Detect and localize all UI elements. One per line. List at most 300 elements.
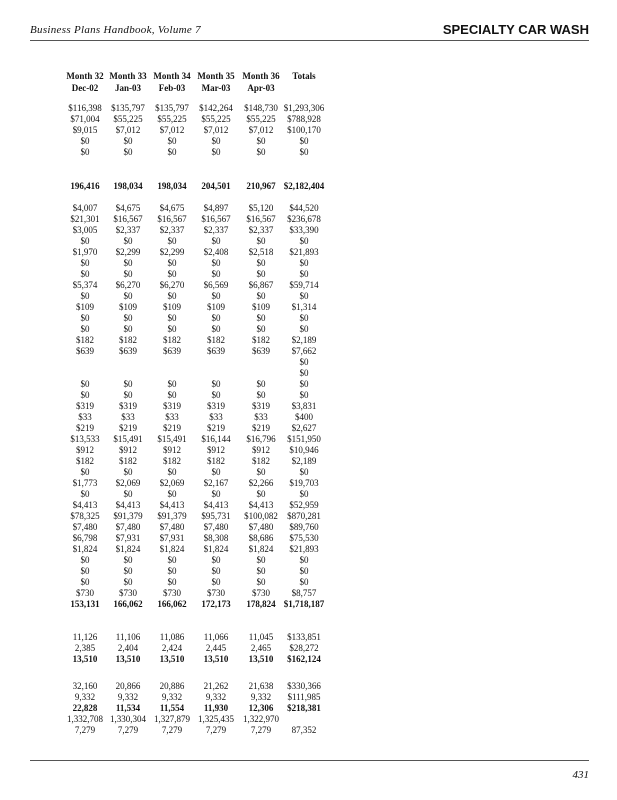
table-cell: $0 [299, 258, 309, 268]
table-cell: 196,416 [70, 181, 100, 191]
table-cell: $912 [207, 445, 225, 455]
table-cell: $16,567 [157, 214, 187, 224]
table-cell: $400 [295, 412, 313, 422]
table-cell: $7,480 [203, 522, 229, 532]
table-cell: 2,445 [205, 643, 227, 653]
column-header [147, 70, 197, 94]
column-header [279, 70, 329, 82]
table-cell: $162,124 [287, 654, 321, 664]
table-cell: 21,638 [248, 681, 274, 691]
table-cell: $0 [256, 258, 266, 268]
table-cell: $0 [80, 379, 90, 389]
table-total-row [0, 703, 617, 714]
table-cell: $4,675 [159, 203, 185, 213]
table-cell: 2,385 [74, 643, 96, 653]
table-cell: $182 [119, 335, 137, 345]
table-cell: $111,985 [287, 692, 321, 702]
table-cell: $0 [299, 577, 309, 587]
table-cell: 9,332 [161, 692, 183, 702]
table-cell: $2,627 [291, 423, 317, 433]
table-cell: $0 [80, 555, 90, 565]
table-cell: $1,314 [291, 302, 317, 312]
table-cell: $639 [119, 346, 137, 356]
table-cell: $3,831 [291, 401, 317, 411]
table-cell: $0 [123, 236, 133, 246]
table-cell: $219 [207, 423, 225, 433]
table-cell: $0 [167, 390, 177, 400]
table-row [0, 714, 617, 725]
table-cell: $7,012 [115, 125, 141, 135]
table-cell: $0 [256, 467, 266, 477]
table-cell: 13,510 [159, 654, 185, 664]
book-title: Business Plans Handbook, Volume 7 [30, 24, 201, 36]
table-row [0, 489, 617, 500]
table-cell: $0 [299, 368, 309, 378]
table-cell: $182 [163, 335, 181, 345]
table-row [0, 725, 617, 736]
table-cell: $0 [123, 577, 133, 587]
table-total-row [0, 599, 617, 610]
table-cell: $4,413 [115, 500, 141, 510]
table-cell: $16,567 [113, 214, 143, 224]
table-cell: $28,272 [289, 643, 319, 653]
table-cell: $0 [123, 136, 133, 146]
table-cell: 153,131 [70, 599, 100, 609]
table-cell: $0 [299, 357, 309, 367]
table-cell: $0 [256, 379, 266, 389]
table-cell: 9,332 [74, 692, 96, 702]
table-cell: $0 [123, 390, 133, 400]
table-cell: $0 [211, 258, 221, 268]
table-cell: $0 [80, 147, 90, 157]
table-cell: 1,332,708 [67, 714, 103, 724]
table-row [0, 258, 617, 269]
table-total-row [0, 654, 617, 665]
table-cell: $0 [167, 313, 177, 323]
column-header-label: Month 32 [66, 71, 104, 81]
table-cell: 13,510 [248, 654, 274, 664]
table-cell: $91,379 [157, 511, 187, 521]
table-cell: $219 [76, 423, 94, 433]
table-cell: $0 [211, 147, 221, 157]
table-cell: $639 [163, 346, 181, 356]
table-cell: $4,413 [72, 500, 98, 510]
table-cell: $133,851 [287, 632, 321, 642]
table-cell: $4,413 [159, 500, 185, 510]
table-row [0, 357, 617, 368]
column-header-period: Dec-02 [71, 83, 99, 93]
table-cell: $730 [119, 588, 137, 598]
table-row [0, 324, 617, 335]
column-header-period: Mar-03 [201, 83, 231, 93]
table-cell: $0 [299, 390, 309, 400]
column-header-label: Month 35 [197, 71, 235, 81]
table-cell: $2,167 [203, 478, 229, 488]
table-row [0, 478, 617, 489]
table-cell: $6,867 [248, 280, 274, 290]
table-cell: $1,824 [115, 544, 141, 554]
table-cell: $33 [254, 412, 268, 422]
table-row [0, 692, 617, 703]
table-row [0, 225, 617, 236]
column-header-period: Apr-03 [247, 83, 275, 93]
table-cell: $182 [252, 456, 270, 466]
table-row [0, 203, 617, 214]
table-cell: $218,381 [287, 703, 321, 713]
table-cell: $19,703 [289, 478, 319, 488]
table-cell: $0 [211, 489, 221, 499]
table-row [0, 401, 617, 412]
table-cell: $0 [80, 324, 90, 334]
table-cell: $0 [123, 291, 133, 301]
table-cell: $0 [123, 566, 133, 576]
table-row [0, 500, 617, 511]
table-cell: $0 [167, 269, 177, 279]
table-cell: $182 [207, 456, 225, 466]
table-cell: $0 [80, 566, 90, 576]
table-cell: $319 [119, 401, 137, 411]
table-cell: $5,374 [72, 280, 98, 290]
table-cell: $0 [256, 566, 266, 576]
column-header [191, 70, 241, 94]
table-cell: $2,337 [248, 225, 274, 235]
table-cell: $1,824 [248, 544, 274, 554]
table-cell: $0 [167, 291, 177, 301]
table-cell: $8,757 [291, 588, 317, 598]
table-row [0, 214, 617, 225]
table-cell: $55,225 [201, 114, 231, 124]
table-row [0, 577, 617, 588]
table-cell: 7,279 [74, 725, 96, 735]
table-cell: $0 [299, 467, 309, 477]
table-row [0, 103, 617, 114]
table-cell: $142,264 [199, 103, 233, 113]
table-cell: $219 [163, 423, 181, 433]
table-cell: 9,332 [205, 692, 227, 702]
table-row [0, 456, 617, 467]
table-cell: $639 [207, 346, 225, 356]
table-cell: $2,408 [203, 247, 229, 257]
table-cell: 166,062 [157, 599, 187, 609]
table-row [0, 247, 617, 258]
table-cell: $4,897 [203, 203, 229, 213]
table-cell: $7,931 [115, 533, 141, 543]
table-cell: $33 [165, 412, 179, 422]
table-cell: $0 [80, 313, 90, 323]
table-cell: $182 [119, 456, 137, 466]
table-cell: 87,352 [291, 725, 317, 735]
table-row [0, 423, 617, 434]
table-cell: $0 [80, 236, 90, 246]
table-cell: 13,510 [203, 654, 229, 664]
table-cell: $0 [167, 258, 177, 268]
table-cell: $109 [76, 302, 94, 312]
column-header-label: Month 36 [242, 71, 280, 81]
table-cell: $16,567 [201, 214, 231, 224]
table-cell: 1,330,304 [110, 714, 146, 724]
table-cell: 1,322,970 [243, 714, 279, 724]
table-cell: $15,491 [113, 434, 143, 444]
table-cell: $116,398 [68, 103, 102, 113]
table-row [0, 136, 617, 147]
table-cell: $95,731 [201, 511, 231, 521]
table-row [0, 522, 617, 533]
page-number: 431 [572, 769, 589, 781]
table-cell: $236,678 [287, 214, 321, 224]
column-header [103, 70, 153, 94]
table-cell: $0 [123, 555, 133, 565]
table-cell: $55,225 [246, 114, 276, 124]
table-cell: $0 [211, 236, 221, 246]
table-cell: $7,012 [159, 125, 185, 135]
table-cell: $912 [252, 445, 270, 455]
table-cell: $151,950 [287, 434, 321, 444]
table-cell: 11,126 [72, 632, 98, 642]
column-header-label: Month 33 [109, 71, 147, 81]
table-cell: $6,798 [72, 533, 98, 543]
table-cell: $2,266 [248, 478, 274, 488]
table-cell: $15,491 [157, 434, 187, 444]
table-cell: $730 [163, 588, 181, 598]
table-cell: $0 [256, 291, 266, 301]
table-cell: $912 [119, 445, 137, 455]
table-cell: $109 [207, 302, 225, 312]
table-cell: $16,796 [246, 434, 276, 444]
table-cell: $1,824 [72, 544, 98, 554]
table-cell: $0 [211, 566, 221, 576]
table-cell: $0 [211, 291, 221, 301]
table-cell: $0 [167, 324, 177, 334]
table-row [0, 114, 617, 125]
table-row [0, 302, 617, 313]
table-cell: $0 [167, 555, 177, 565]
table-cell: $0 [211, 577, 221, 587]
column-header-period: Feb-03 [158, 83, 186, 93]
table-cell: $0 [80, 390, 90, 400]
table-cell: $219 [119, 423, 137, 433]
table-cell: $788,928 [287, 114, 321, 124]
table-row [0, 434, 617, 445]
table-cell: $0 [256, 390, 266, 400]
table-cell: $33 [78, 412, 92, 422]
table-cell: $0 [211, 136, 221, 146]
table-cell: 21,262 [203, 681, 229, 691]
table-cell: $55,225 [113, 114, 143, 124]
table-cell: $78,325 [70, 511, 100, 521]
table-cell: $33,390 [289, 225, 319, 235]
table-cell: $2,182,404 [283, 181, 325, 191]
table-cell: $4,675 [115, 203, 141, 213]
table-cell: $71,004 [70, 114, 100, 124]
table-cell: $8,686 [248, 533, 274, 543]
table-cell: $0 [167, 489, 177, 499]
table-cell: $912 [163, 445, 181, 455]
table-cell: $1,293,306 [283, 103, 325, 113]
table-cell: $0 [299, 269, 309, 279]
table-cell: 172,173 [201, 599, 231, 609]
table-cell: $0 [80, 291, 90, 301]
table-cell: $0 [256, 147, 266, 157]
table-cell: 198,034 [113, 181, 143, 191]
table-cell: $2,069 [115, 478, 141, 488]
table-cell: $16,567 [246, 214, 276, 224]
table-cell: 20,886 [159, 681, 185, 691]
table-cell: $1,773 [72, 478, 98, 488]
table-cell: $59,714 [289, 280, 319, 290]
column-header-label: Month 34 [153, 71, 191, 81]
table-row [0, 544, 617, 555]
table-row [0, 379, 617, 390]
table-cell: $0 [211, 390, 221, 400]
table-cell: 204,501 [201, 181, 231, 191]
table-cell: $55,225 [157, 114, 187, 124]
table-row [0, 335, 617, 346]
table-cell: $0 [80, 136, 90, 146]
table-cell: $0 [80, 467, 90, 477]
table-cell: $7,012 [248, 125, 274, 135]
table-cell: $730 [252, 588, 270, 598]
table-cell: $319 [252, 401, 270, 411]
table-cell: $21,301 [70, 214, 100, 224]
table-cell: $75,530 [289, 533, 319, 543]
table-cell: $21,893 [289, 544, 319, 554]
table-cell: 11,045 [248, 632, 274, 642]
table-row [0, 555, 617, 566]
table-cell: 210,967 [246, 181, 276, 191]
table-cell: $0 [256, 489, 266, 499]
table-cell: 13,510 [115, 654, 141, 664]
table-cell: $6,270 [115, 280, 141, 290]
table-cell: $0 [211, 467, 221, 477]
table-row [0, 269, 617, 280]
table-cell: 178,824 [246, 599, 276, 609]
table-cell: 11,534 [115, 703, 141, 713]
table-cell: $21,893 [289, 247, 319, 257]
table-cell: $0 [256, 555, 266, 565]
table-cell: 1,325,435 [198, 714, 234, 724]
table-cell: $0 [211, 313, 221, 323]
table-cell: $2,189 [291, 456, 317, 466]
table-cell: $0 [256, 313, 266, 323]
table-cell: $16,144 [201, 434, 231, 444]
table-cell: 198,034 [157, 181, 187, 191]
table-row [0, 511, 617, 522]
table-row [0, 236, 617, 247]
table-cell: 166,062 [113, 599, 143, 609]
table-row [0, 147, 617, 158]
table-row [0, 445, 617, 456]
table-cell: $3,005 [72, 225, 98, 235]
table-cell: $182 [76, 335, 94, 345]
table-cell: 7,279 [161, 725, 183, 735]
table-cell: $0 [80, 258, 90, 268]
table-cell: $182 [252, 335, 270, 345]
table-cell: $109 [163, 302, 181, 312]
table-cell: 11,066 [203, 632, 229, 642]
table-cell: $1,824 [159, 544, 185, 554]
table-cell: $7,480 [248, 522, 274, 532]
table-cell: $0 [211, 555, 221, 565]
table-cell: $0 [256, 236, 266, 246]
table-cell: $7,662 [291, 346, 317, 356]
table-cell: $730 [76, 588, 94, 598]
table-cell: $91,379 [113, 511, 143, 521]
table-row [0, 643, 617, 654]
table-cell: $0 [123, 379, 133, 389]
table-cell: $7,012 [203, 125, 229, 135]
table-cell: $2,299 [115, 247, 141, 257]
column-header-period: Jan-03 [114, 83, 141, 93]
table-cell: $0 [256, 269, 266, 279]
table-row [0, 412, 617, 423]
table-cell: $0 [167, 147, 177, 157]
table-cell: $10,946 [289, 445, 319, 455]
table-cell: 12,306 [248, 703, 274, 713]
table-row [0, 681, 617, 692]
table-cell: $0 [211, 269, 221, 279]
table-cell: $6,569 [203, 280, 229, 290]
table-cell: $0 [299, 555, 309, 565]
table-cell: $219 [252, 423, 270, 433]
table-cell: $4,007 [72, 203, 98, 213]
table-cell: $182 [76, 456, 94, 466]
table-cell: $0 [80, 269, 90, 279]
table-cell: $33 [121, 412, 135, 422]
table-row [0, 632, 617, 643]
table-cell: $0 [123, 147, 133, 157]
table-cell: $0 [299, 566, 309, 576]
table-cell: $2,069 [159, 478, 185, 488]
table-row [0, 125, 617, 136]
table-cell: $0 [123, 258, 133, 268]
table-cell: $639 [76, 346, 94, 356]
table-cell: $0 [299, 136, 309, 146]
table-cell: $0 [256, 577, 266, 587]
table-cell: $0 [167, 379, 177, 389]
table-cell: $0 [123, 467, 133, 477]
table-cell: $7,931 [159, 533, 185, 543]
table-cell: $319 [163, 401, 181, 411]
table-row [0, 566, 617, 577]
table-cell: 20,866 [115, 681, 141, 691]
table-cell: $2,299 [159, 247, 185, 257]
table-cell: 11,086 [159, 632, 185, 642]
table-cell: $0 [299, 324, 309, 334]
table-row [0, 346, 617, 357]
table-cell: 32,160 [72, 681, 98, 691]
table-cell: 22,828 [72, 703, 98, 713]
table-cell: $44,520 [289, 203, 319, 213]
table-cell: $4,413 [248, 500, 274, 510]
table-cell: $319 [76, 401, 94, 411]
table-cell: $7,480 [115, 522, 141, 532]
table-cell: $0 [167, 577, 177, 587]
table-cell: $2,518 [248, 247, 274, 257]
table-cell: $0 [123, 313, 133, 323]
table-cell: $0 [211, 324, 221, 334]
table-cell: $52,959 [289, 500, 319, 510]
table-cell: $0 [80, 489, 90, 499]
table-cell: $730 [207, 588, 225, 598]
table-cell: $33 [209, 412, 223, 422]
table-cell: $2,337 [115, 225, 141, 235]
table-cell: $0 [167, 467, 177, 477]
table-cell: 2,465 [250, 643, 272, 653]
table-cell: $0 [299, 147, 309, 157]
table-cell: 9,332 [250, 692, 272, 702]
table-cell: $330,366 [287, 681, 321, 691]
table-row [0, 280, 617, 291]
